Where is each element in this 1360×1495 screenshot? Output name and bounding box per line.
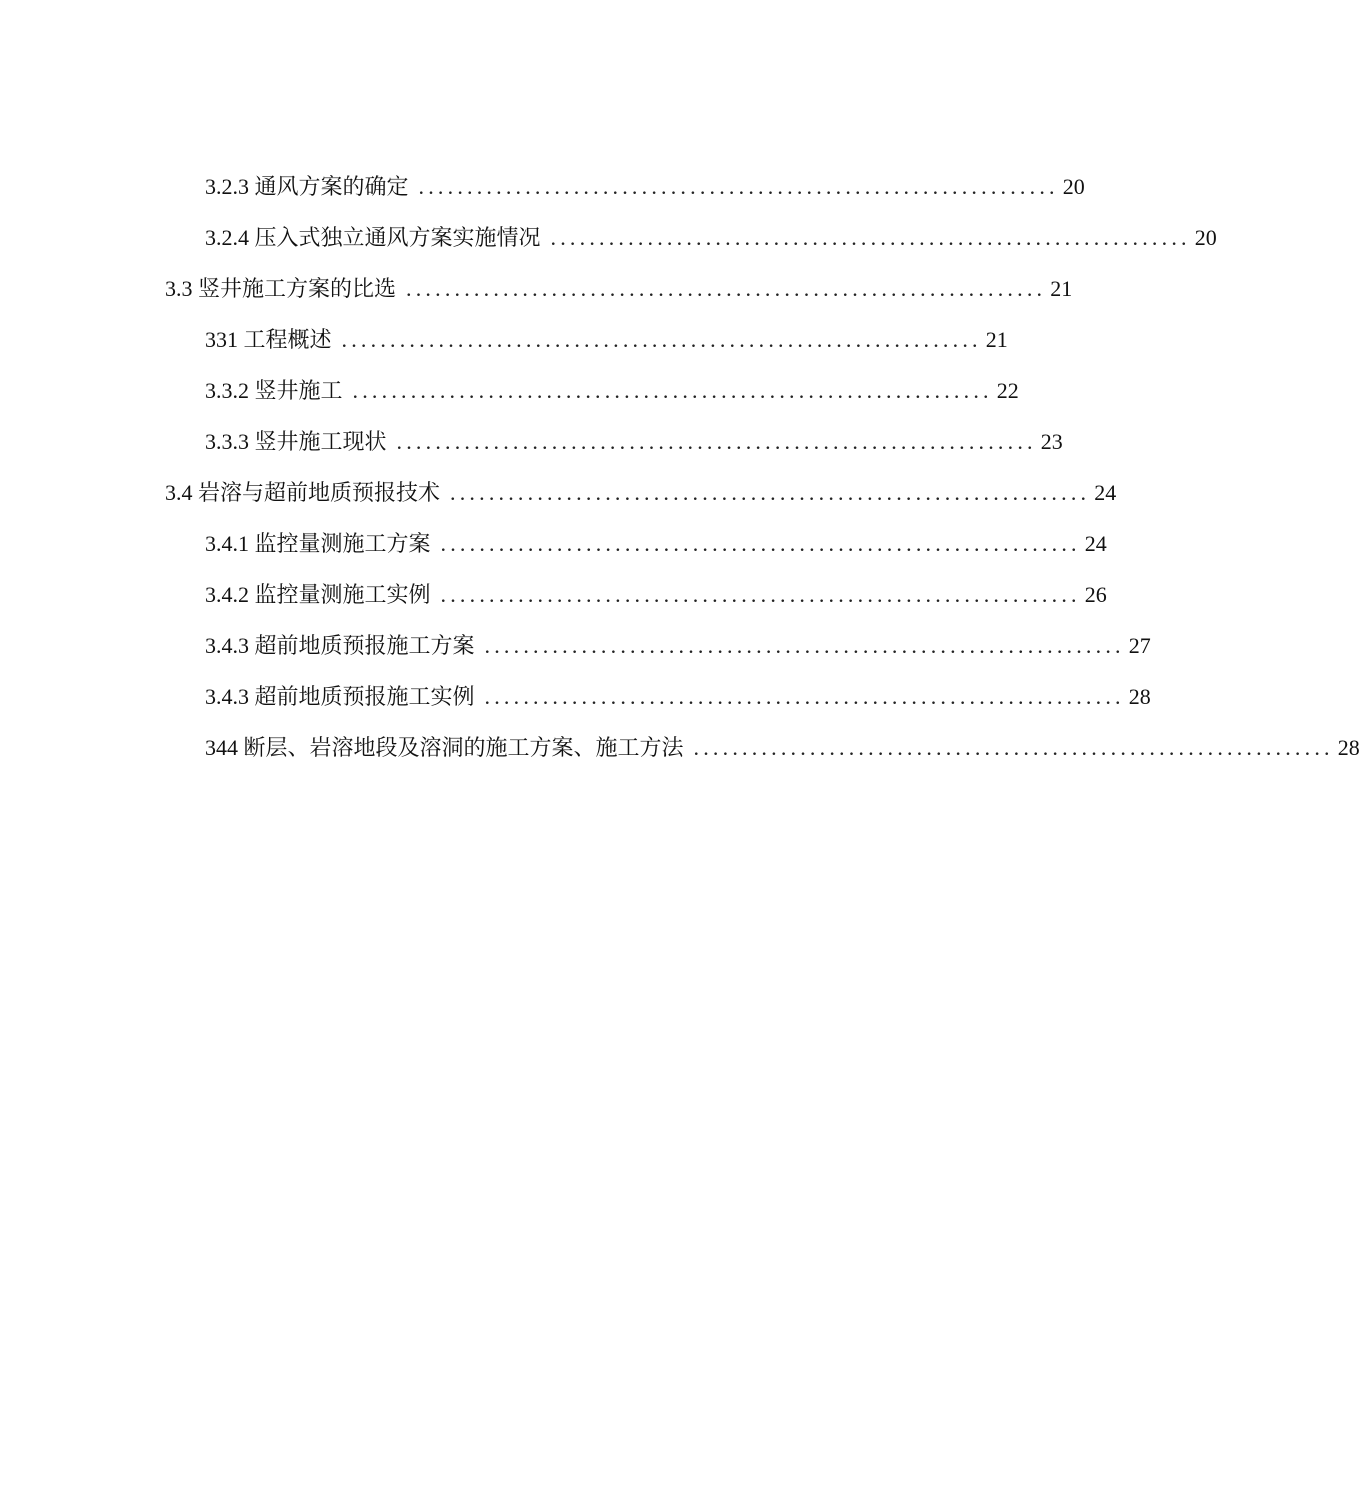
toc-dot-leader: .................................................................. [550, 225, 1191, 250]
toc-dot-leader: .................................................................. [484, 684, 1125, 709]
toc-entry[interactable] [165, 262, 1073, 302]
toc-page-number: 21 [1050, 276, 1073, 301]
toc-entry-label: 3.2.3 通风方案的确定 [205, 174, 409, 199]
toc-page-number: 22 [996, 378, 1019, 403]
toc-entry-label: 3.4.3 超前地质预报施工实例 [205, 684, 475, 709]
toc-entry[interactable] [205, 415, 1063, 455]
toc-entry-label: 3.3 竖井施工方案的比选 [165, 276, 397, 301]
toc-page-number: 20 [1062, 174, 1085, 199]
toc-dot-leader: .................................................................. [693, 735, 1334, 760]
toc-entry-label: 3.2.4 压入式独立通风方案实施情况 [205, 225, 541, 250]
toc-entry[interactable] [205, 670, 1151, 710]
toc-dot-leader: .................................................................. [418, 174, 1059, 199]
toc-entry[interactable] [205, 619, 1151, 659]
toc-page-number: 24 [1094, 480, 1117, 505]
toc-page-number: 21 [985, 327, 1008, 352]
toc-page-number: 26 [1084, 582, 1107, 607]
toc-page-number: 24 [1084, 531, 1107, 556]
toc-entry-label: 344 断层、岩溶地段及溶洞的施工方案、施工方法 [205, 735, 684, 760]
toc-dot-leader: .................................................................. [406, 276, 1047, 301]
toc-dot-leader: .................................................................. [352, 378, 993, 403]
toc-entry-label: 3.4.1 监控量测施工方案 [205, 531, 431, 556]
toc-page-number: 27 [1128, 633, 1151, 658]
toc-entry[interactable] [205, 211, 1217, 251]
toc-entry[interactable] [205, 364, 1019, 404]
toc-dot-leader: .................................................................. [440, 582, 1081, 607]
toc-entry-label: 3.4.3 超前地质预报施工方案 [205, 633, 475, 658]
toc-entry[interactable] [165, 466, 1117, 506]
toc-entry[interactable] [205, 313, 1008, 353]
toc-page-number: 28 [1128, 684, 1151, 709]
toc-entry[interactable] [205, 568, 1107, 608]
toc-dot-leader: .................................................................. [450, 480, 1091, 505]
toc-entry-label: 3.4.2 监控量测施工实例 [205, 582, 431, 607]
toc-dot-leader: .................................................................. [484, 633, 1125, 658]
toc-entry[interactable] [205, 517, 1107, 557]
toc-dot-leader: .................................................................. [396, 429, 1037, 454]
toc-entry[interactable] [205, 160, 1085, 200]
toc-page-number: 23 [1040, 429, 1063, 454]
toc-entry-label: 3.3.3 竖井施工现状 [205, 429, 387, 454]
toc-page-number: 20 [1194, 225, 1217, 250]
toc-entry-label: 3.3.2 竖井施工 [205, 378, 343, 403]
toc-entry-label: 331 工程概述 [205, 327, 332, 352]
toc-entry[interactable] [205, 721, 1360, 761]
toc-dot-leader: .................................................................. [440, 531, 1081, 556]
toc-page-number: 28 [1337, 735, 1360, 760]
toc-dot-leader: .................................................................. [341, 327, 982, 352]
toc-entry-label: 3.4 岩溶与超前地质预报技术 [165, 480, 441, 505]
